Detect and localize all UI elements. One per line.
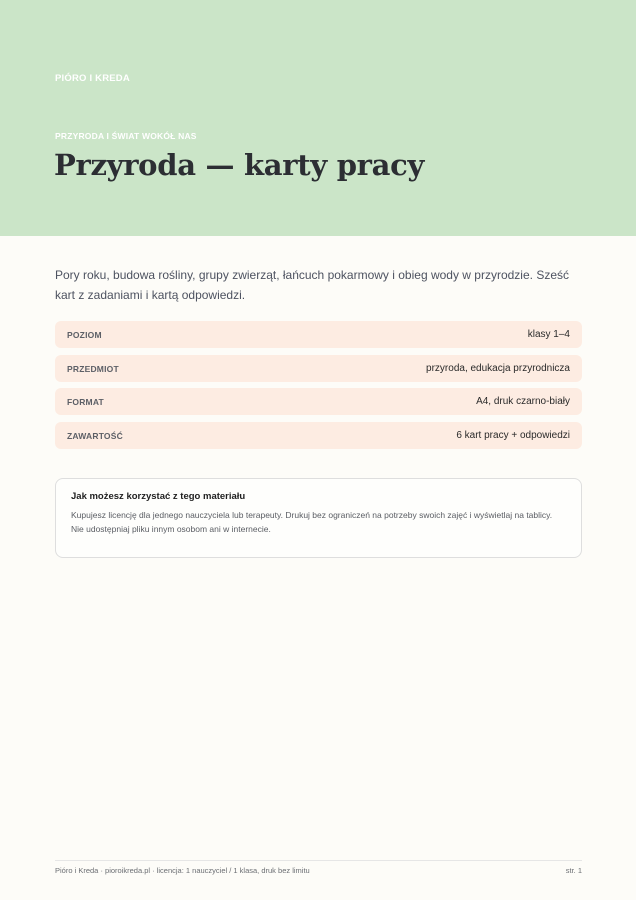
page-title: Przyroda — karty pracy [54,148,425,182]
category-label: PRZYRODA I ŚWIAT WOKÓŁ NAS [55,131,197,141]
meta-row-level [55,321,582,348]
meta-label: FORMAT [67,396,104,407]
meta-label: POZIOM [67,329,102,340]
meta-label: ZAWARTOŚĆ [67,430,123,441]
meta-value: przyroda, edukacja przyrodnicza [426,363,570,374]
meta-value: 6 kart pracy + odpowiedzi [456,430,570,441]
brand-name: PIÓRO I KREDA [55,73,130,84]
hero-banner [0,0,636,236]
license-box [55,478,582,558]
footer-info: Pióro i Kreda · pioroikreda.pl · licencja: 1 nauczyciel / 1 klasa, druk bez limitu [55,866,310,875]
license-title: Jak możesz korzystać z tego materiału [71,491,246,502]
intro-text: Pory roku, budowa rośliny, grupy zwierząt, łańcuch pokarmowy i obieg wody w przyrodzie. Sześć kart z zadaniami i kartą odpowiedzi. [55,268,569,302]
meta-row-subject [55,355,582,382]
meta-value: klasy 1–4 [527,329,570,340]
meta-row-contents [55,422,582,449]
license-text: Kupujesz licencję dla jednego nauczyciela lub terapeuty. Drukuj bez ograniczeń na potrzeby swoich zajęć i wyświetlaj na tablicy. Nie udostępniaj pliku innym osobom ani w internecie. [71,510,553,534]
meta-value: A4, druk czarno-biały [476,396,570,407]
meta-row-format [55,388,582,415]
page-number: str. 1 [565,866,582,875]
footer-divider [55,860,582,861]
meta-label: PRZEDMIOT [67,363,119,374]
